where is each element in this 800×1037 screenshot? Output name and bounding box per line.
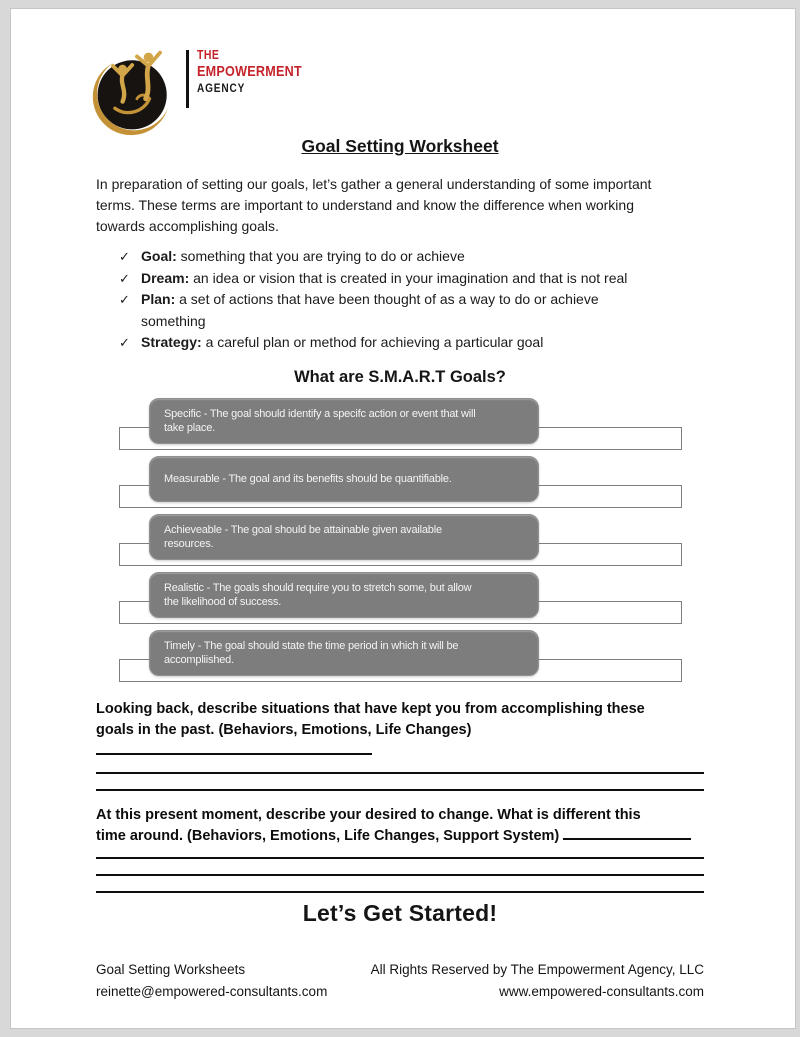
checkmark-icon: ✓ [119, 270, 130, 286]
smart-box-text: accompliished. [164, 653, 234, 666]
blank-line [96, 774, 704, 791]
checkmark-icon: ✓ [119, 249, 130, 264]
worksheet-page [10, 8, 796, 1029]
smart-box-text: Realistic - The goals should require you to stretch some, but allow [164, 581, 472, 594]
blank-line [96, 762, 704, 774]
list-item-plan [119, 289, 704, 332]
term-label: Strategy: [141, 334, 202, 350]
checkmark-icon: ✓ [119, 292, 130, 307]
footer-rights: All Rights Reserved by The Empowerment Agency, LLC [370, 961, 704, 977]
prompt-line: goals in the past. (Behaviors, Emotions, Life Changes) [96, 721, 472, 738]
term-definition: something that you are trying to do or achieve [180, 248, 465, 264]
list-item-goal [119, 246, 704, 268]
term-definition: a set of actions that have been thought of as a way to do or achieve [179, 291, 599, 307]
smart-box-text: Timely - The goal should state the time period in which it will be [164, 639, 459, 652]
company-logo [88, 46, 704, 136]
blank-line [96, 859, 704, 876]
intro-line: In preparation of setting our goals, let’s gather a general understanding of some important [96, 176, 652, 192]
term-label: Dream: [141, 269, 190, 286]
smart-box-text: Achieveable - The goal should be attainable given available [164, 523, 442, 536]
blank-line [96, 847, 704, 859]
smart-box-realistic [149, 572, 539, 618]
footer-left [96, 959, 327, 1003]
logo-text-empowerment: EMPOWERMENT [197, 62, 302, 80]
intro-line: terms. These terms are important to understand and know the difference when working [96, 197, 634, 213]
smart-box-specific [149, 398, 539, 444]
smart-row-achievable [96, 514, 704, 566]
logo-text-agency: AGENCY [197, 80, 246, 95]
list-item-strategy [119, 332, 704, 354]
blank-line [563, 827, 691, 840]
smart-goals-heading: What are S.M.A.R.T Goals? [294, 367, 506, 386]
smart-box-text: Measurable - The goal and its benefits should be quantifiable. [164, 472, 452, 485]
term-definition: an idea or vision that is created in your imagination and that is not real [193, 269, 628, 286]
footer-email: reinette@empowered-consultants.com [96, 983, 328, 999]
footer-doc-name: Goal Setting Worksheets [96, 961, 246, 977]
logo-divider [186, 50, 189, 108]
prompt-line: Looking back, describe situations that have kept you from accomplishing these [96, 700, 645, 717]
footer-website: www.empowered-consultants.com [499, 983, 704, 999]
smart-box-text: the likelihood of success. [164, 595, 282, 608]
smart-row-timely [96, 630, 704, 682]
footer-right [371, 959, 704, 1003]
smart-goals-diagram [96, 398, 704, 682]
prompt-line: At this present moment, describe your desired to change. What is different this [96, 806, 641, 823]
intro-paragraph [96, 174, 704, 237]
smart-row-realistic [96, 572, 704, 624]
page-footer [96, 959, 704, 1003]
logo-text-the: THE [197, 48, 220, 62]
smart-box-timely [149, 630, 539, 676]
lets-get-started-heading: Let’s Get Started! [302, 899, 498, 926]
list-item-dream [119, 268, 704, 290]
smart-box-measurable [149, 456, 539, 502]
looking-back-prompt [96, 699, 704, 762]
smart-box-achievable [149, 514, 539, 560]
checkmark-icon: ✓ [119, 335, 130, 350]
blank-line [96, 876, 704, 893]
term-definition: a careful plan or method for achieving a particular goal [205, 334, 544, 350]
prompt-line: time around. (Behaviors, Emotions, Life Changes, Support System) [96, 827, 560, 844]
definitions-list [96, 246, 704, 354]
smart-row-measurable [96, 456, 704, 508]
smart-box-text: take place. [164, 421, 216, 434]
term-label: Plan: [141, 291, 176, 307]
intro-line: towards accomplishing goals. [96, 218, 279, 234]
page-title: Goal Setting Worksheet [301, 136, 499, 156]
empowerment-figures-icon [88, 46, 184, 136]
smart-box-text: resources. [164, 537, 214, 550]
smart-box-text: Specific - The goal should identify a specifc action or event that will [164, 407, 476, 420]
term-definition-wrap: something [141, 312, 206, 329]
logo-wordmark [197, 49, 302, 94]
smart-row-specific [96, 398, 704, 450]
present-moment-prompt [96, 805, 704, 847]
term-label: Goal: [141, 248, 177, 264]
blank-line [96, 742, 372, 755]
